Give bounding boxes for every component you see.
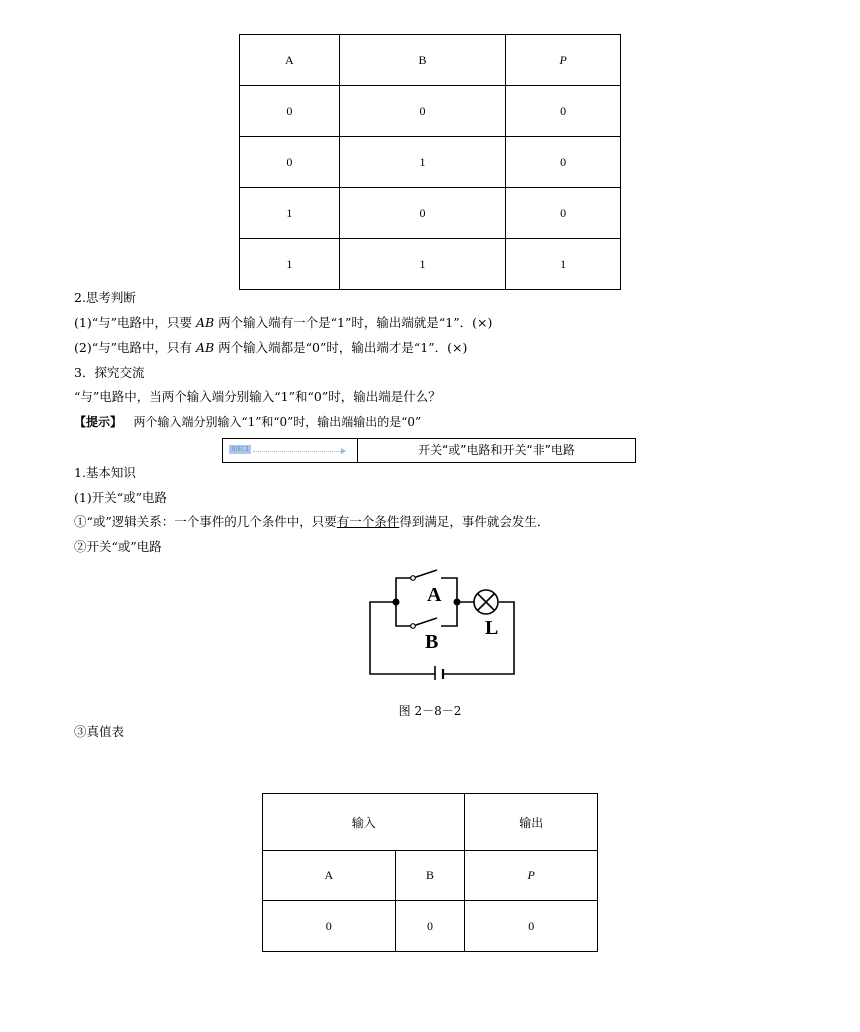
think-title: 2.思考判断 <box>74 290 136 305</box>
or-circuit-title: (1)开关“或”电路 <box>74 490 167 505</box>
dotted-leader <box>253 451 341 452</box>
label-a: A <box>427 584 442 606</box>
cell: 0 <box>465 901 598 952</box>
output-header: 输出 <box>465 794 598 851</box>
hint-line <box>74 413 421 431</box>
hint-label: 【提示】 <box>74 415 123 429</box>
cell: 1 <box>240 188 340 239</box>
or-circuit-diagram <box>365 565 520 680</box>
or-circuit-subtitle: ②开关“或”电路 <box>74 539 162 554</box>
cell: 0 <box>339 86 506 137</box>
header-b: B <box>395 851 465 901</box>
cell: 1 <box>339 239 506 290</box>
table-row <box>240 188 621 239</box>
header-p: P <box>506 35 621 86</box>
cell: 1 <box>240 239 340 290</box>
cell: 0 <box>506 137 621 188</box>
hint-text: 两个输入端分别输入“1”和“0”时，输出端输出的是“0” <box>133 415 422 429</box>
table-row <box>240 137 621 188</box>
judge-1-text-end: 两个输入端有一个是“1”时，输出端就是“1”．(×) <box>214 315 493 330</box>
cell: 0 <box>506 188 621 239</box>
cell: 1 <box>506 239 621 290</box>
question-text: “与”电路中，当两个输入端分别输入“1”和“0”时，输出端是什么？ <box>74 389 441 404</box>
basic-title: 1.基本知识 <box>74 465 136 480</box>
explore-title: 3．探究交流 <box>74 365 145 380</box>
table-header-row <box>263 851 598 901</box>
or-relation-underlined: 有一个条件 <box>336 514 400 529</box>
table-row <box>240 86 621 137</box>
or-truth-table <box>262 793 598 952</box>
figure-caption: 图 2－8－2 <box>398 704 462 718</box>
or-relation-text: ①“或”逻辑关系：一个事件的几个条件中，只要 <box>74 514 337 529</box>
header-p: P <box>465 851 598 901</box>
label-b: B <box>425 631 439 653</box>
table-group-row <box>263 794 598 851</box>
judge-1-ab: AB <box>195 315 215 330</box>
cell: 0 <box>395 901 465 952</box>
truth-table-title: ③真值表 <box>74 724 125 739</box>
cell: 0 <box>339 188 506 239</box>
judge-2-text: (2)“与”电路中，只有 <box>74 340 196 355</box>
table-header-row <box>240 35 621 86</box>
judge-1-text: (1)“与”电路中，只要 <box>74 315 196 330</box>
judge-item-1 <box>74 314 492 332</box>
or-relation-text-end: 得到满足，事件就会发生． <box>399 514 550 529</box>
cell: 0 <box>263 901 396 952</box>
cell: 0 <box>506 86 621 137</box>
table-row <box>263 901 598 952</box>
label-l: L <box>485 617 499 639</box>
judge-item-2 <box>74 339 467 357</box>
arrow-icon <box>341 448 346 454</box>
judge-2-text-end: 两个输入端都是“0”时，输出端才是“1”．(×) <box>214 340 468 355</box>
cell: 0 <box>240 86 340 137</box>
or-relation <box>74 513 549 531</box>
cell: 1 <box>339 137 506 188</box>
section-header-box <box>222 438 636 463</box>
and-truth-table <box>239 34 621 290</box>
judge-2-ab: AB <box>195 340 215 355</box>
header-b: B <box>339 35 506 86</box>
header-a: A <box>240 35 340 86</box>
header-a: A <box>263 851 396 901</box>
input-header: 输入 <box>263 794 465 851</box>
section-tag: 知识 2 <box>229 445 251 454</box>
table-row <box>240 239 621 290</box>
section-title: 开关“或”电路和开关“非”电路 <box>418 443 575 457</box>
cell: 0 <box>240 137 340 188</box>
